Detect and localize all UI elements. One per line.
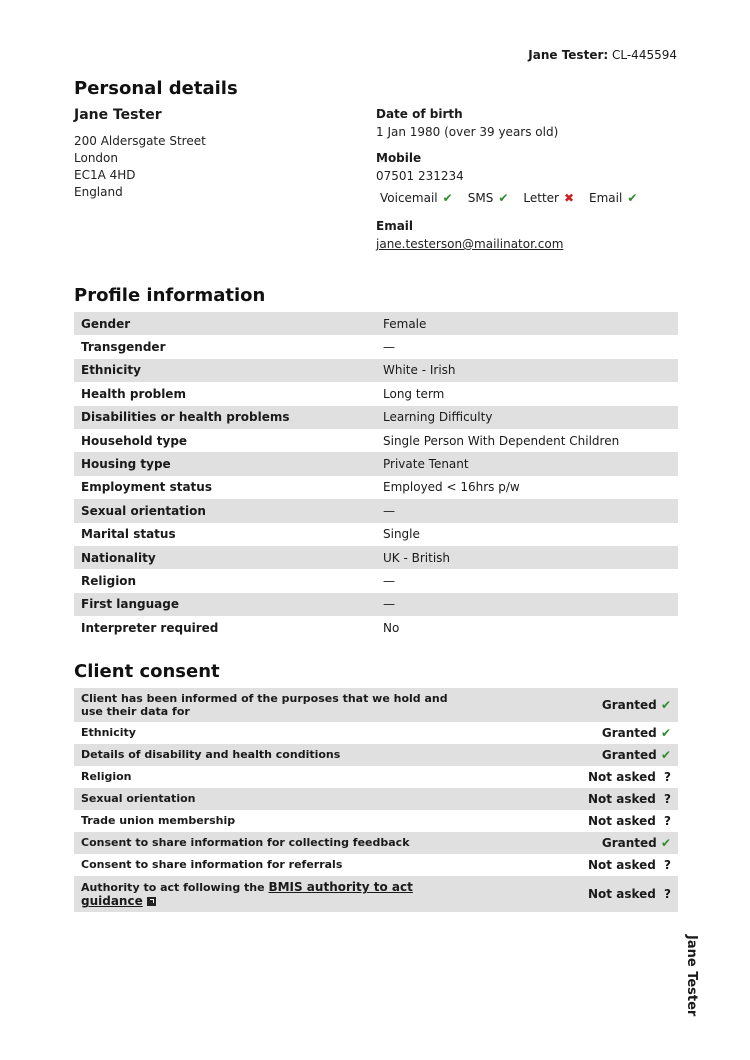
- consent-status: Granted: [601, 698, 657, 713]
- consent-label-cell: [74, 876, 474, 912]
- table-row: [74, 788, 678, 810]
- consent-label: Ethnicity: [81, 726, 136, 740]
- consent-status: Granted: [601, 726, 657, 741]
- profile-label: Gender: [74, 312, 376, 335]
- table-row: [74, 382, 678, 405]
- profile-label: Housing type: [74, 452, 376, 475]
- consent-status-cell: [474, 722, 678, 744]
- profile-label: Household type: [81, 433, 188, 448]
- table-row: [74, 766, 678, 788]
- profile-label: Sexual orientation: [74, 499, 376, 522]
- table-row: [74, 546, 678, 569]
- profile-information-title: Profile information: [74, 285, 266, 306]
- profile-label: Religion: [81, 573, 137, 588]
- contact-pref-label: Email: [589, 191, 623, 205]
- contact-pref-sms: [468, 191, 509, 205]
- profile-label: Interpreter required: [81, 620, 219, 635]
- check-icon: ✔: [442, 191, 453, 205]
- profile-value: —: [383, 573, 395, 588]
- contact-pref-label: SMS: [467, 191, 494, 205]
- profile-value: Learning Difficulty: [376, 406, 678, 429]
- table-row: [74, 359, 678, 382]
- consent-status: Granted: [601, 836, 657, 851]
- table-row: [74, 854, 678, 876]
- profile-table: [74, 312, 678, 639]
- consent-label: Consent to share information for collecting feedback: [81, 836, 410, 850]
- page-content: [74, 78, 678, 912]
- consent-status: Granted: [601, 748, 657, 763]
- table-row: [74, 452, 678, 475]
- contact-preferences: [380, 191, 678, 205]
- profile-value: —: [383, 340, 395, 355]
- consent-label-cell: [74, 854, 474, 876]
- mobile-label: Mobile: [376, 151, 422, 165]
- profile-label: Nationality: [74, 546, 376, 569]
- guidance-link[interactable]: BMIS authority to act guidance: [81, 880, 413, 909]
- question-icon: ?: [664, 858, 671, 873]
- side-client-name: Jane Tester: [684, 935, 699, 1017]
- check-icon: ✔: [498, 191, 509, 205]
- client-id-header: [528, 48, 677, 62]
- check-icon: ✔: [660, 748, 671, 763]
- profile-label: Transgender: [81, 340, 166, 355]
- question-icon: ?: [664, 887, 671, 902]
- profile-value: No: [383, 620, 400, 635]
- consent-status: Not asked: [588, 887, 656, 902]
- consent-status: Not asked: [588, 792, 656, 807]
- address-line: 200 Aldersgate Street: [74, 134, 206, 148]
- check-icon: ✔: [627, 191, 638, 205]
- dob-value: 1 Jan 1980 (over 39 years old): [376, 125, 559, 139]
- check-icon: ✔: [660, 836, 671, 851]
- client-id: CL-445594: [612, 48, 677, 62]
- consent-label: Details of disability and health conditions: [81, 748, 341, 762]
- consent-status-cell: [474, 876, 678, 912]
- email-link[interactable]: jane.testerson@mailinator.com: [376, 237, 564, 251]
- email-label: Email: [376, 219, 414, 233]
- address-line: England: [74, 185, 123, 199]
- table-row: [74, 523, 678, 546]
- contact-pref-voicemail: [380, 191, 453, 205]
- consent-label-cell: [74, 722, 474, 744]
- personal-details-title: Personal details: [74, 78, 238, 99]
- question-icon: ?: [664, 792, 671, 807]
- table-row: [74, 569, 678, 592]
- table-row: [74, 722, 678, 744]
- consent-label: Consent to share information for referrals: [81, 858, 343, 872]
- cross-icon: ✖: [563, 191, 575, 205]
- consent-label: Religion: [81, 770, 132, 784]
- person-name: Jane Tester: [74, 107, 162, 123]
- address-line: London: [74, 151, 118, 165]
- table-row: [74, 476, 678, 499]
- check-icon: ✔: [660, 698, 671, 713]
- table-row: [74, 593, 678, 616]
- consent-label-cell: [74, 810, 474, 832]
- consent-status-cell: [474, 688, 678, 722]
- profile-value: UK - British: [376, 546, 678, 569]
- profile-label: Employment status: [81, 480, 212, 495]
- contact-pref-letter: [523, 191, 574, 205]
- profile-value: —: [376, 499, 678, 522]
- consent-status-cell: [474, 788, 678, 810]
- profile-label: First language: [74, 593, 376, 616]
- consent-status-cell: [474, 832, 678, 854]
- dob-label: Date of birth: [376, 107, 463, 121]
- consent-status-cell: [474, 854, 678, 876]
- consent-label: Sexual orientation: [81, 792, 196, 806]
- personal-details: [74, 107, 678, 263]
- consent-label-cell: [74, 744, 474, 766]
- table-row: [74, 429, 678, 452]
- profile-value: White - Irish: [376, 359, 678, 382]
- address-block: [74, 107, 376, 263]
- consent-status-cell: [474, 766, 678, 788]
- client-consent-title: Client consent: [74, 661, 220, 683]
- profile-value: Single: [383, 527, 420, 542]
- question-icon: ?: [664, 814, 671, 829]
- table-row: [74, 499, 678, 522]
- consent-label-cell: [74, 832, 474, 854]
- profile-label: Marital status: [81, 527, 176, 542]
- table-row: [74, 876, 678, 912]
- consent-status-cell: [474, 744, 678, 766]
- consent-status: Not asked: [588, 858, 656, 873]
- profile-label: Health problem: [81, 386, 186, 401]
- table-row: [74, 616, 678, 639]
- profile-value: —: [376, 593, 678, 616]
- table-row: [74, 832, 678, 854]
- client-name-label: Jane Tester:: [528, 48, 609, 62]
- profile-value: Single Person With Dependent Children: [383, 433, 620, 448]
- table-row: [74, 406, 678, 429]
- contact-pref-label: Voicemail: [380, 191, 438, 205]
- mobile-value: 07501 231234: [376, 169, 464, 183]
- consent-label: Authority to act following the: [81, 881, 265, 895]
- consent-table: [74, 688, 678, 912]
- contact-block: [376, 107, 678, 263]
- table-row: [74, 688, 678, 722]
- consent-label: Client has been informed of the purposes that we hold and use their data for: [81, 692, 448, 719]
- address-line: EC1A 4HD: [74, 168, 136, 182]
- external-link-icon[interactable]: [147, 897, 156, 906]
- consent-label-cell: [74, 766, 474, 788]
- profile-value: Private Tenant: [376, 452, 678, 475]
- contact-pref-label: Letter: [523, 191, 559, 205]
- consent-status: Not asked: [588, 814, 656, 829]
- consent-status-cell: [474, 810, 678, 832]
- consent-status: Not asked: [588, 770, 656, 785]
- profile-value: Long term: [383, 386, 445, 401]
- profile-label: Ethnicity: [74, 359, 376, 382]
- profile-label: Disabilities or health problems: [74, 406, 376, 429]
- table-row: [74, 312, 678, 335]
- consent-label-cell: [74, 688, 474, 722]
- table-row: [74, 810, 678, 832]
- consent-label: Trade union membership: [81, 814, 236, 828]
- consent-label-cell: [74, 788, 474, 810]
- profile-value: Employed < 16hrs p/w: [383, 480, 520, 495]
- contact-pref-email: [589, 191, 637, 205]
- table-row: [74, 744, 678, 766]
- profile-value: Female: [376, 312, 678, 335]
- check-icon: ✔: [660, 726, 671, 741]
- table-row: [74, 335, 678, 358]
- question-icon: ?: [664, 770, 671, 785]
